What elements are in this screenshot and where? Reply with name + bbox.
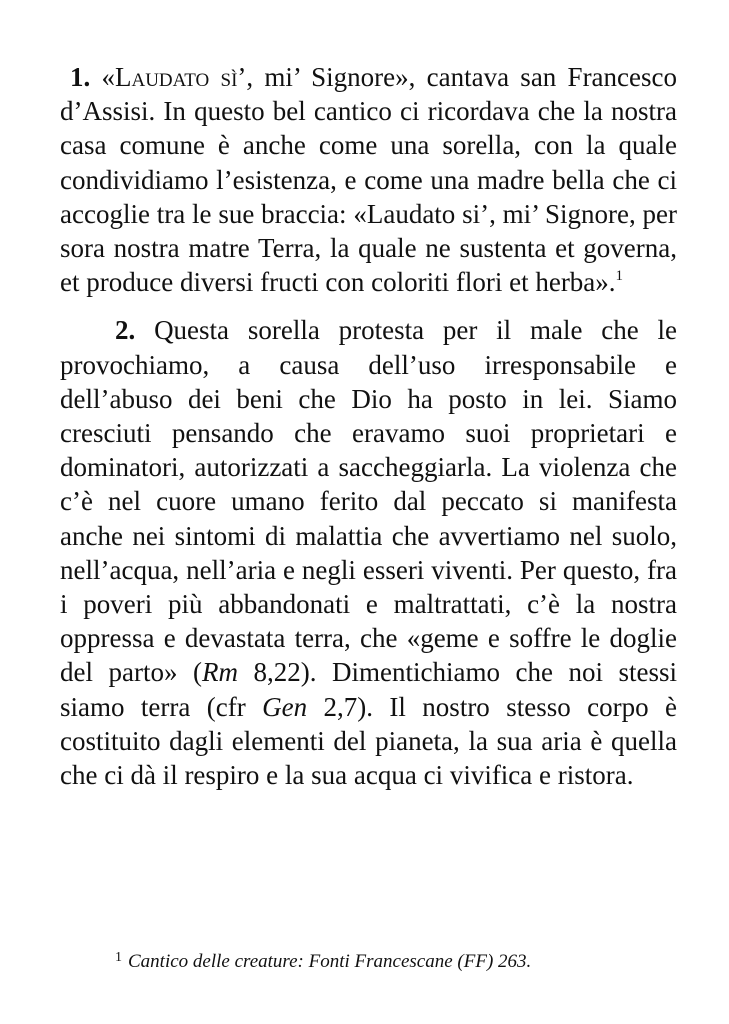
footnote-text: Cantico delle creature: Fonti Francescane (FF) 263. xyxy=(128,951,532,972)
bible-book-gen: Gen xyxy=(262,691,308,722)
footnote-reference[interactable]: 1 xyxy=(615,268,624,285)
incipit-smallcaps: Laudato sì xyxy=(115,62,238,92)
paragraph-number: 1. xyxy=(70,62,91,92)
paragraph-number: 2. xyxy=(115,315,136,346)
bible-book-rm: Rm xyxy=(201,657,238,688)
open-quote: « xyxy=(101,62,115,92)
footnote-mark: 1 xyxy=(115,950,122,965)
footnote xyxy=(115,946,531,974)
paragraph-2-text-b: 2,7). Il nostro stesso corpo è costituito dagli elementi del pianeta, la sua aria è quella che ci dà il respiro e la sua acqua ci vivifica e ristora. xyxy=(60,691,677,791)
document-page xyxy=(60,60,677,792)
paragraph-1-text: ’, mi’ Signore», cantava san Francesco d’Assisi. In questo bel cantico ci ricordava che la nostra casa comune è anche come una sorella, con la quale condividiamo l’esistenza, e come una madre bella che ci accoglie tra le sue braccia: «Laudato si’, mi’ Signore, per sora nostra matre Terra, la quale ne sustenta et governa, et produce diversi fructi con coloriti flori et herba». xyxy=(60,62,677,298)
paragraph-2-text-a: Questa sorella protesta per il male che le provochiamo, a causa dell’uso irresponsabile e dell’abuso dei beni che Dio ha posto in lei. Siamo cresciuti pensando che eravamo suoi proprietari e dominatori, autorizzati a saccheggiarla. La violenza che c’è nel cuore umano ferito dal peccato si manifesta anche nei sintomi di malattia che avvertiamo nel suolo, nell’acqua, nell’aria e negli esseri viventi. Per questo, fra i poveri più abbandonati e maltrattati, c’è la nostra oppressa e devastata terra, che «geme e soffre le doglie del parto» ( xyxy=(60,315,677,688)
paragraph-1 xyxy=(60,60,677,299)
paragraph-2-text-ref: 8,22). Dimentichiamo che noi stessi siamo terra (cfr xyxy=(60,657,677,722)
paragraph-2 xyxy=(60,313,677,792)
